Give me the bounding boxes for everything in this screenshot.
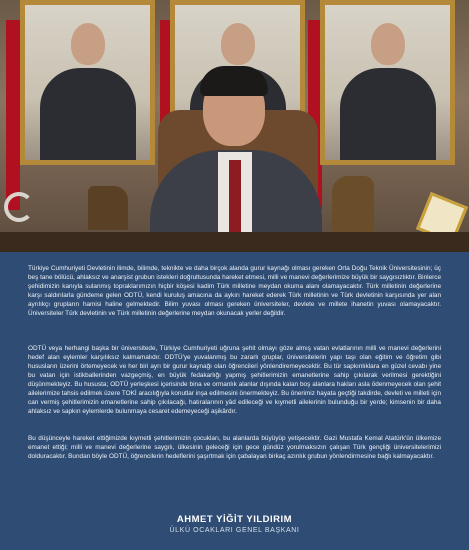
statue-icon — [88, 186, 128, 230]
signature-title: ÜLKÜ OCAKLARI GENEL BAŞKANI — [169, 527, 300, 534]
speaker-tie — [229, 160, 241, 242]
statement-paragraph: ODTÜ veya herhangi başka bir üniversitede, Türkiye Cumhuriyeti uğruna şehit olmayı göze almış vatan evlatlarının milli ve manevi değerlerini hedef alan eylemler karşılıksız kalmamalıdır. ODTÜ'ye yuvalanmış bu zararlı gruplar, üniversitelerin yapı taşı olan eğitim ve öğretim gibi hususların üzerini örtemeyecek ve her biri ayrı bir gurur kaynağı olan öğrencileri yönlendiremeyecektir. Bu tür sapkınlıklara en güzel cevabı yine bu vatan için istikballerinden vazgeçmiş, en büyük fedakarlığı yapmış şehitlerimizin emanetlerine sahip çıkılarak verilmesi gerektiğini düşünmekteyiz. Bu hususta; ODTÜ yerleşkesi içerisinde bina ve ormanlık alanlar dışında kalan boş alanlara hakları asla ödenmeyecek olan şehit ailelerimize tahsis edilmek üzere TOKİ aracılığıyla konutlar inşa edilmesini önermekteyiz. Bu önerimiz hayata geçtiği takdirde, devleti ve milleti için can vermiş şehitlerimizin emanetlerine sahip çıkılacağı, hatıralarının yâd edileceği ve kıymetli ailelerinin bulunduğu bir yerde; kimsenin bir daha ahlaksız ve sapkın eylemlerde bulunmaya cesaret edemeyeceği aşikârdır. — [28, 345, 441, 415]
header-photo — [0, 0, 469, 252]
portrait-body — [40, 68, 136, 160]
statue-icon — [332, 176, 374, 232]
statement-panel — [0, 252, 469, 550]
signature-name: AHMET YİĞİT YILDIRIM — [176, 514, 293, 525]
portrait-body — [340, 68, 436, 160]
statement-paragraph: Türkiye Cumhuriyeti Devletinin ilimde, bilimde, teknikte ve daha birçok alanda gurur kaynağı olması gereken Orta Doğu Teknik Üniversitesinin; üç beş tane bölücü, ahlaksız ve anarşist grubun istekleri doğrultusunda hareket etmesi, milli ve manevi değerlerimize büyük bir saygısızlıktır. Binlerce şehidimizin kanıyla sulanmış topraklarımızın hiçbir köşesi kadim Türk milletine meydan okuma alanı olamayacaktır. Türk milletinin değerlerine karşı saldırılarla gündeme gelen ODTÜ, kendi kuruluş amacına da aykırı hareket ederek Türk milletinin ve Türk devletinin karşısında yer alan ayrılıkçı grupların hamisi haline gelmektedir. Bilim yuvası olması gereken üniversiteler, devlete ve millete ihanetin yuvası olamayacaktır. Üniversiteler Türk devletinin ve Türk milletinin değerlerine meydan okunacak yerler değildir. — [28, 265, 441, 317]
portrait-right — [320, 0, 455, 165]
statement-paragraph: Bu düşünceyle hareket ettiğimizde kıymetli şehitlerimizin çocukları, bu alanlarda büyüyüp yetişecektir. Gazi Mustafa Kemal Atatürk'ün ülkemize emanet ettiği; milli ve manevi değerlerine saygılı, ülkesinin geleceği için gece gündüz yorulmaksızın çalışan Türk gençliği üniversitelerimizi dolduracaktır. Bundan böyle ODTÜ, öğrencilerin hedeflerini şaşırtmak için çabalayan birkaç azınlık grubun yönlendirmesine bağlı kalmayacaktır. — [28, 435, 441, 460]
portrait-head — [71, 23, 105, 65]
flag-icon — [6, 20, 20, 210]
speaker-hair — [200, 66, 268, 96]
portrait-head — [221, 23, 255, 65]
portrait-left — [20, 0, 155, 165]
portrait-head — [371, 23, 405, 65]
desk — [0, 232, 469, 252]
crescent-icon — [4, 192, 34, 222]
